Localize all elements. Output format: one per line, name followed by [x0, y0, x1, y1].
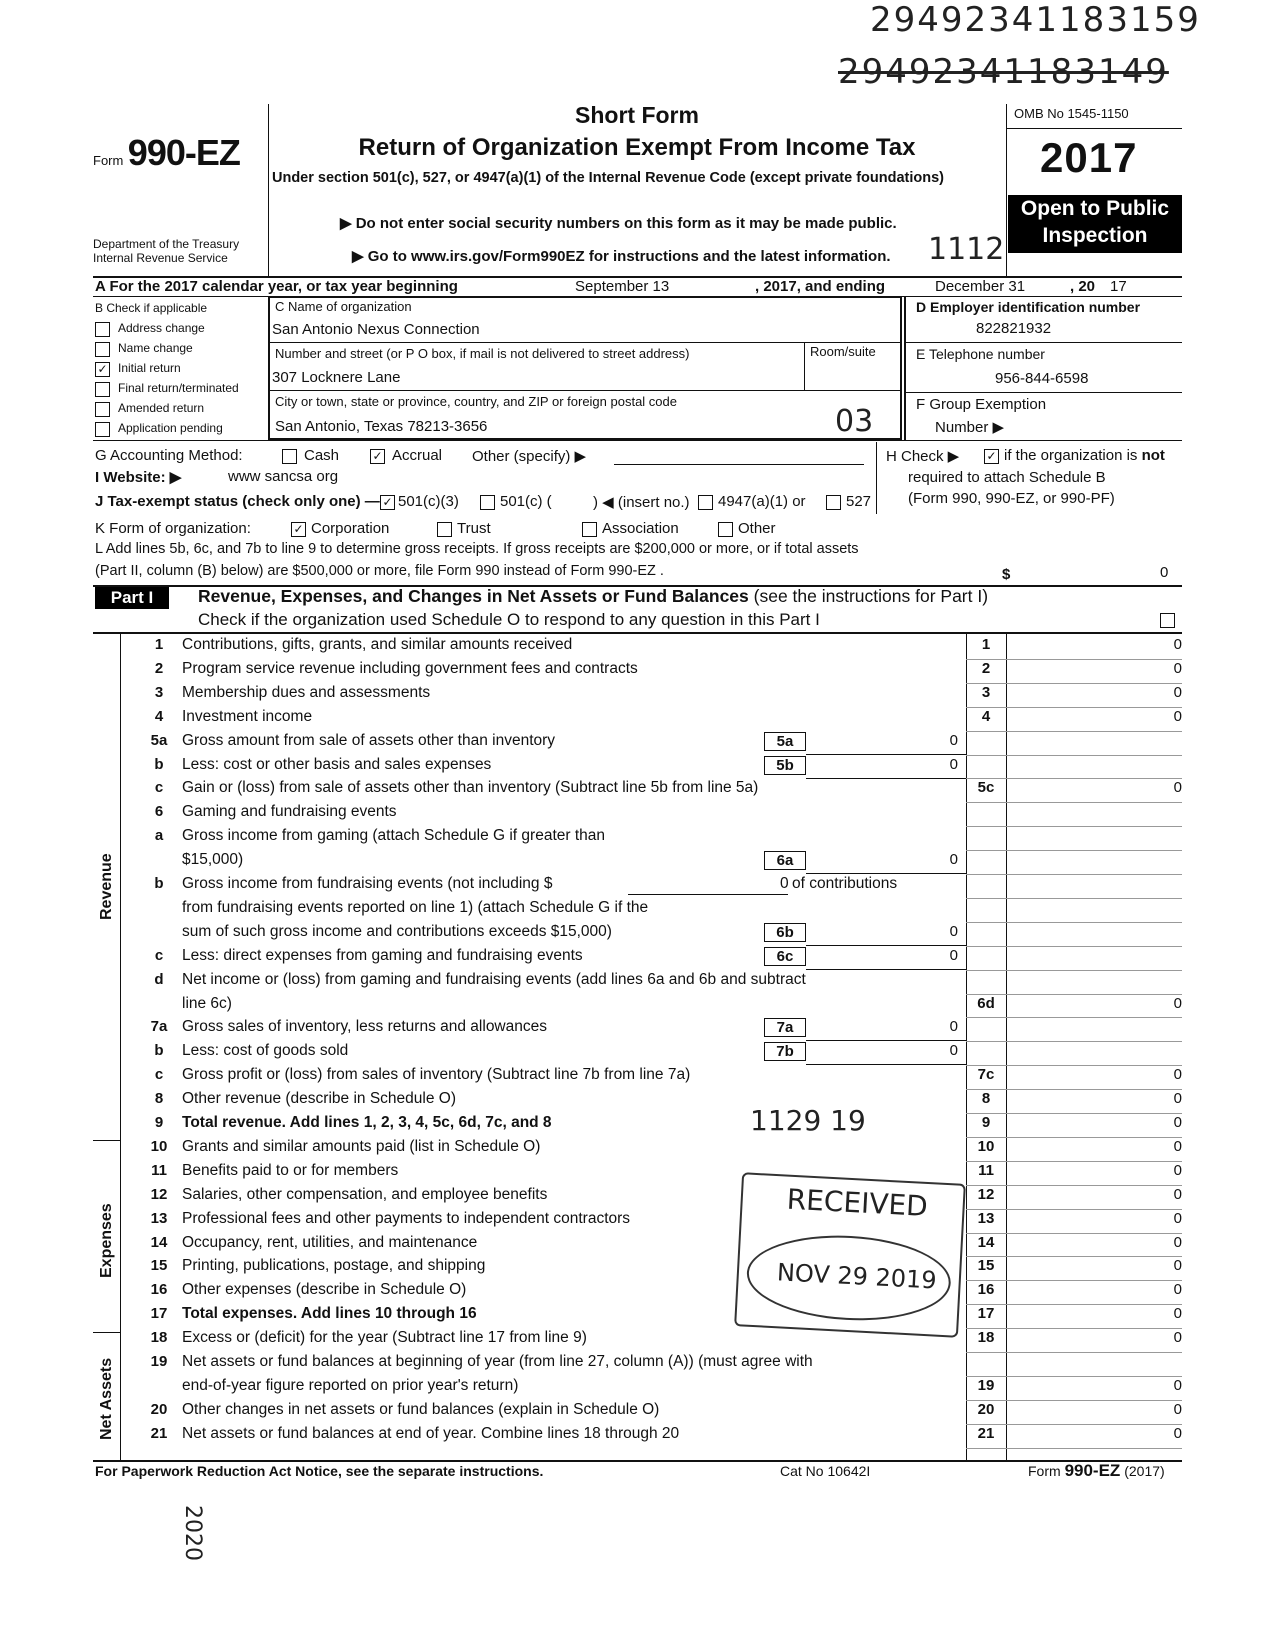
line-description: Gross income from gaming (attach Schedule G if greater than [182, 827, 606, 845]
line-amount: 0 [1173, 1400, 1182, 1418]
footer-form-number: 990-EZ [1064, 1461, 1121, 1480]
part1-title [198, 586, 988, 607]
line-number: 14 [150, 1233, 168, 1251]
line-amount: 0 [1173, 1185, 1182, 1203]
line-description: end-of-year figure reported on prior year's return) [182, 1376, 519, 1394]
line-box-label: 11 [978, 1161, 994, 1179]
line-h-not: not [1141, 447, 1165, 464]
website-label: I Website: ▶ [95, 469, 182, 486]
form-number: 990-EZ [127, 132, 240, 173]
org-name: San Antonio Nexus Connection [272, 321, 480, 338]
phone-label: E Telephone number [916, 346, 1045, 362]
group-number-label: Number ▶ [935, 419, 1005, 436]
line-box-label: 9 [981, 1114, 991, 1131]
tax-year: 2017 [1040, 134, 1138, 181]
fundraising-excluded-value: 0 [780, 875, 789, 892]
line-description: Salaries, other compensation, and employee benefits [182, 1185, 548, 1203]
line-description: Gaming and fundraising events [182, 803, 397, 821]
line-number: 18 [150, 1329, 168, 1347]
section-b-checkbox[interactable] [95, 322, 110, 337]
cash-checkbox[interactable] [282, 449, 297, 464]
section-b-checkbox[interactable] [95, 422, 110, 437]
line-number: a [154, 827, 164, 845]
website-value: www sancsa org [228, 468, 339, 485]
association-checkbox[interactable] [582, 522, 597, 537]
section-b-checkbox[interactable] [95, 382, 110, 397]
footer-notice: For Paperwork Reduction Act Notice, see the separate instructions. [95, 1463, 544, 1479]
street-label: Number and street (or P O box, if mail is not delivered to street address) [275, 346, 690, 361]
line-amount: 0 [1173, 1305, 1182, 1323]
agency-mark: 1112 [928, 232, 1005, 267]
line-number: d [154, 970, 164, 988]
footer-year: (2017) [1124, 1463, 1165, 1479]
section-b-item-label: Initial return [118, 361, 181, 375]
line-amount: 0 [1173, 1066, 1182, 1084]
form-prefix: Form [93, 153, 124, 168]
sub-line-value: 0 [949, 755, 958, 773]
line-number: b [154, 875, 164, 892]
line-description: Gross profit or (loss) from sales of inventory (Subtract line 7b from line 7a) [182, 1066, 691, 1084]
line-a-label: A For the 2017 calendar year, or tax year beginning [95, 278, 458, 295]
line-i-label [95, 468, 181, 486]
end-year-prefix: , 20 [1070, 278, 1096, 295]
sub-line-box: 5b [764, 756, 806, 775]
line-number: 7a [150, 1018, 168, 1036]
line-number: 21 [150, 1424, 168, 1442]
sub-line-box: 5a [764, 732, 806, 751]
line-number: 1 [154, 636, 164, 653]
line-description: Less: direct expenses from gaming and fundraising events [182, 946, 583, 964]
line-number: 15 [150, 1257, 168, 1275]
dln-stamp [870, 0, 1201, 40]
part1-title-text: Revenue, Expenses, and Changes in Net Assets or Fund Balances [198, 586, 749, 606]
line-number: b [154, 1042, 164, 1060]
line-box-label: 5c [977, 779, 995, 797]
527-checkbox[interactable] [826, 495, 841, 510]
line-number: 20 [150, 1400, 168, 1418]
line-box-label: 7c [977, 1066, 995, 1084]
line-description: Net assets or fund balances at beginning of year (from line 27, column (A)) (must agree with [182, 1353, 813, 1370]
section-b-checkbox[interactable] [95, 402, 110, 417]
end-year: 17 [1110, 278, 1127, 295]
line-box-label: 21 [977, 1424, 995, 1442]
sub-line-value: 0 [949, 851, 958, 869]
section-b-checkbox[interactable] [95, 342, 110, 357]
trust-label: Trust [457, 520, 491, 537]
501c-checkbox[interactable] [480, 495, 495, 510]
form-subtitle: Under section 501(c), 527, or 4947(a)(1) of the Internal Revenue Code (except private foundations) [272, 170, 944, 186]
line-box-label: 18 [977, 1329, 995, 1347]
line-h-text1: if the organization is [1004, 447, 1138, 464]
line-number: 16 [150, 1281, 168, 1299]
line-description: Membership dues and assessments [182, 683, 431, 701]
line-description: Less: cost of goods sold [182, 1042, 349, 1060]
line-box-label: 12 [977, 1185, 995, 1203]
line-a-mid: , 2017, and ending [755, 278, 886, 295]
line-description: Contributions, gifts, grants, and similar amounts received [182, 636, 573, 653]
line-description: Benefits paid to or for members [182, 1161, 399, 1179]
open-public-line2: Inspection [1042, 224, 1148, 247]
line-description: sum of such gross income and contributions exceeds $15,000) [182, 922, 612, 940]
line-box-label: 3 [981, 683, 991, 701]
form-id [93, 132, 240, 174]
line-amount: 0 [1173, 1137, 1182, 1155]
line-description: from fundraising events reported on line 1) (attach Schedule G if the [182, 898, 649, 916]
line-description: Printing, publications, postage, and shipping [182, 1257, 486, 1275]
sub-line-value: 0 [949, 731, 958, 749]
line-description: Net income or (loss) from gaming and fundraising events (add lines 6a and 6b and subtract [182, 970, 806, 988]
line-number: c [154, 779, 164, 797]
dln-stamp-struck [838, 52, 1169, 92]
line-description: Net assets or fund balances at end of year. Combine lines 18 through 20 [182, 1424, 680, 1442]
line-number: 11 [151, 1161, 167, 1179]
line-box-label: 17 [977, 1305, 995, 1323]
line-description: Program service revenue including government fees and contracts [182, 659, 638, 677]
line-amount: 0 [1173, 1376, 1182, 1394]
line-description: Gross income from fundraising events (not including $ [182, 875, 553, 892]
dln-number-struck: 29492341183149 [838, 52, 1169, 92]
dept-line2: Internal Revenue Service [93, 251, 228, 265]
section-b-item-label: Application pending [118, 421, 223, 435]
ein-label: D Employer identification number [916, 299, 1141, 315]
line-box-label: 15 [977, 1257, 995, 1275]
line-amount: 0 [1173, 1209, 1182, 1227]
line-description: Gain or (loss) from sale of assets other than inventory (Subtract line 5b from line 5a) [182, 779, 759, 797]
501c-label: 501(c) ( [500, 493, 552, 510]
open-public-line1: Open to Public [1020, 197, 1170, 220]
line-amount: 0 [1173, 1424, 1182, 1442]
line-description: Occupancy, rent, utilities, and maintenance [182, 1233, 478, 1251]
line-description: Gross sales of inventory, less returns and allowances [182, 1018, 547, 1036]
scan-year: 2020 [180, 1505, 205, 1561]
other-method-label: Other (specify) ▶ [472, 448, 587, 465]
line-amount: 0 [1173, 659, 1182, 677]
line-l-text2: (Part II, column (B) below) are $500,000 or more, file Form 990 instead of Form 990-EZ . [95, 563, 664, 579]
phone-value: 956-844-6598 [995, 370, 1089, 387]
line-amount: 0 [1173, 636, 1182, 653]
trust-checkbox[interactable] [437, 522, 452, 537]
line-number: c [154, 946, 164, 964]
part1-title-suffix: (see the instructions for Part I) [753, 586, 989, 606]
line-j-label: J Tax-exempt status (check only one) — [95, 493, 380, 510]
street-address: 307 Locknere Lane [272, 369, 401, 386]
line-number: 10 [150, 1137, 168, 1155]
line-box-label: 13 [977, 1209, 995, 1227]
line-box-label: 1 [981, 636, 991, 653]
line-box-label: 2 [981, 659, 991, 677]
line-number: 13 [150, 1209, 168, 1227]
line-number: 5a [150, 731, 168, 749]
line-box-label: 16 [977, 1281, 995, 1299]
group-exemption-label: F Group Exemption [916, 396, 1047, 413]
department [93, 237, 239, 265]
sub-line-box: 6b [764, 923, 806, 942]
section-b-item-label: Final return/terminated [118, 381, 239, 395]
revenue-side-label: Revenue [98, 853, 115, 920]
section-b-item-label: Name change [118, 341, 193, 355]
line-box-label: 20 [977, 1400, 995, 1418]
line-l-text1: L Add lines 5b, 6c, and 7b to line 9 to determine gross receipts. If gross receipts are $200,000 or more, or if total assets [95, 541, 859, 557]
omb-number: OMB No 1545-1150 [1014, 106, 1129, 121]
accrual-label: Accrual [392, 447, 443, 464]
line-box-label: 6d [977, 994, 995, 1012]
association-label: Association [602, 520, 679, 537]
501c3-label: 501(c)(3) [398, 493, 459, 510]
line-amount: 0 [1173, 1329, 1182, 1347]
goto-notice: ▶ Go to www.irs.gov/Form990EZ for instructions and the latest information. [352, 248, 891, 265]
line-description: Grants and similar amounts paid (list in Schedule O) [182, 1137, 541, 1155]
line-description: Less: cost or other basis and sales expenses [182, 755, 492, 773]
line-h-prefix: H Check ▶ [886, 448, 960, 465]
line-number: b [154, 755, 164, 773]
501c3-checkbox[interactable]: ✓ [380, 495, 395, 510]
sub-line-value: 0 [949, 922, 958, 940]
line-amount: 0 [1173, 1257, 1182, 1275]
line-description: Investment income [182, 707, 313, 725]
corporation-checkbox[interactable]: ✓ [291, 522, 306, 537]
tax-year-begin: September 13 [575, 278, 670, 295]
tax-year-end: December 31 [935, 278, 1026, 295]
section-b-checkbox[interactable]: ✓ [95, 362, 110, 377]
form-title: Return of Organization Exempt From Income Tax [358, 134, 916, 161]
received-stamp [734, 1172, 966, 1338]
sub-line-value: 0 [949, 1042, 958, 1060]
ssn-notice: ▶ Do not enter social security numbers on this form as it may be made public. [340, 215, 897, 232]
city-state-zip: San Antonio, Texas 78213-3656 [275, 418, 488, 435]
line-amount: 0 [1173, 683, 1182, 701]
sub-line-box: 7a [764, 1018, 806, 1037]
schedule-o-check-text: Check if the organization used Schedule O to respond to any question in this Part I [198, 610, 820, 629]
section-b-item-label: Address change [118, 321, 205, 335]
net-assets-side-label: Net Assets [98, 1357, 115, 1440]
footer-form-prefix: Form [1028, 1463, 1061, 1479]
sub-line-box: 6c [764, 947, 806, 966]
line-description: Total expenses. Add lines 10 through 16 [182, 1305, 477, 1323]
dln-number: 29492341183159 [870, 0, 1201, 40]
received-text: RECEIVED [785, 1182, 929, 1223]
527-label: 527 [846, 493, 872, 510]
line-l-dollar: $ [1002, 566, 1011, 583]
sub-line-value: 0 [949, 1018, 958, 1036]
line-number: 4 [154, 707, 164, 725]
gross-receipts-value: 0 [1160, 564, 1169, 581]
line-number: 9 [154, 1114, 164, 1131]
received-date: NOV 29 2019 [776, 1258, 938, 1295]
line-description: Total revenue. Add lines 1, 2, 3, 4, 5c, 6d, 7c, and 8 [182, 1114, 552, 1131]
section-b-title: B Check if applicable [95, 301, 208, 315]
insert-no-label: ) ◀ (insert no.) [593, 494, 690, 511]
line-description: Other expenses (describe in Schedule O) [182, 1281, 467, 1299]
city-label: City or town, state or province, country, and ZIP or foreign postal code [275, 394, 677, 409]
accrual-checkbox[interactable]: ✓ [370, 449, 385, 464]
line-number: c [154, 1066, 164, 1084]
line-number: 6 [154, 803, 164, 821]
line-description: Professional fees and other payments to independent contractors [182, 1209, 631, 1227]
line-h-text [1004, 447, 1165, 464]
section-b-item-label: Amended return [118, 401, 205, 415]
4947-label: 4947(a)(1) or [718, 493, 806, 510]
line-amount: 0 [1173, 1161, 1182, 1179]
cat-number: Cat No 10642I [780, 1463, 871, 1479]
org-name-label: C Name of organization [275, 299, 412, 314]
line-number: 12 [150, 1185, 168, 1203]
other-org-label: Other [738, 520, 776, 537]
total-revenue-note: 1129 19 [750, 1104, 866, 1137]
line-amount: 0 [1173, 1114, 1182, 1131]
line-box-label: 4 [981, 707, 991, 725]
cash-label: Cash [304, 447, 340, 464]
line-description: line 6c) [182, 994, 232, 1012]
sub-line-value: 0 [949, 946, 958, 964]
handwritten-code: 03 [835, 404, 874, 439]
line-amount: 0 [1173, 1090, 1182, 1108]
sub-line-box: 7b [764, 1042, 806, 1061]
line-description: Gross amount from sale of assets other than inventory [182, 731, 556, 749]
line-description: Other revenue (describe in Schedule O) [182, 1090, 456, 1108]
line-number: 3 [154, 683, 164, 701]
line-description: Other changes in net assets or fund balances (explain in Schedule O) [182, 1400, 660, 1418]
line-amount: 0 [1173, 994, 1182, 1012]
4947-checkbox[interactable] [698, 495, 713, 510]
line-h-text2: required to attach Schedule B [908, 469, 1106, 486]
dept-line1: Department of the Treasury [93, 237, 240, 251]
line-box-label: 8 [981, 1090, 991, 1108]
line-box-label: 19 [977, 1376, 995, 1394]
line-description: $15,000) [182, 851, 244, 869]
line-g-label: G Accounting Method: [95, 447, 243, 464]
open-to-public-badge [1008, 195, 1182, 253]
line-number: 17 [150, 1305, 168, 1323]
footer-form [1028, 1461, 1165, 1481]
short-form-label: Short Form [575, 102, 699, 128]
line-description: Excess or (deficit) for the year (Subtract line 17 from line 9) [182, 1329, 587, 1347]
line-amount: 0 [1173, 1281, 1182, 1299]
expenses-side-label: Expenses [98, 1203, 115, 1278]
line-amount: 0 [1173, 707, 1182, 725]
line-h-text3: (Form 990, 990-EZ, or 990-PF) [908, 490, 1115, 507]
line-amount: 0 [1173, 1233, 1182, 1251]
line-number: 8 [154, 1090, 164, 1108]
other-org-checkbox[interactable] [718, 522, 733, 537]
line-number: 19 [150, 1353, 168, 1370]
line-box-label: 14 [977, 1233, 995, 1251]
fundraising-inline-tail: of contributions [792, 875, 898, 892]
ein-value: 822821932 [976, 320, 1052, 337]
schedule-b-checkbox[interactable]: ✓ [984, 449, 999, 464]
line-amount: 0 [1173, 779, 1182, 797]
schedule-o-checkbox[interactable] [1160, 613, 1175, 628]
line-box-label: 10 [977, 1137, 995, 1155]
line-k-label: K Form of organization: [95, 520, 251, 537]
line-number: 2 [154, 659, 164, 677]
room-label: Room/suite [810, 344, 876, 359]
corporation-label: Corporation [311, 520, 390, 537]
part1-tag: Part I [95, 587, 169, 609]
sub-line-box: 6a [764, 851, 806, 870]
